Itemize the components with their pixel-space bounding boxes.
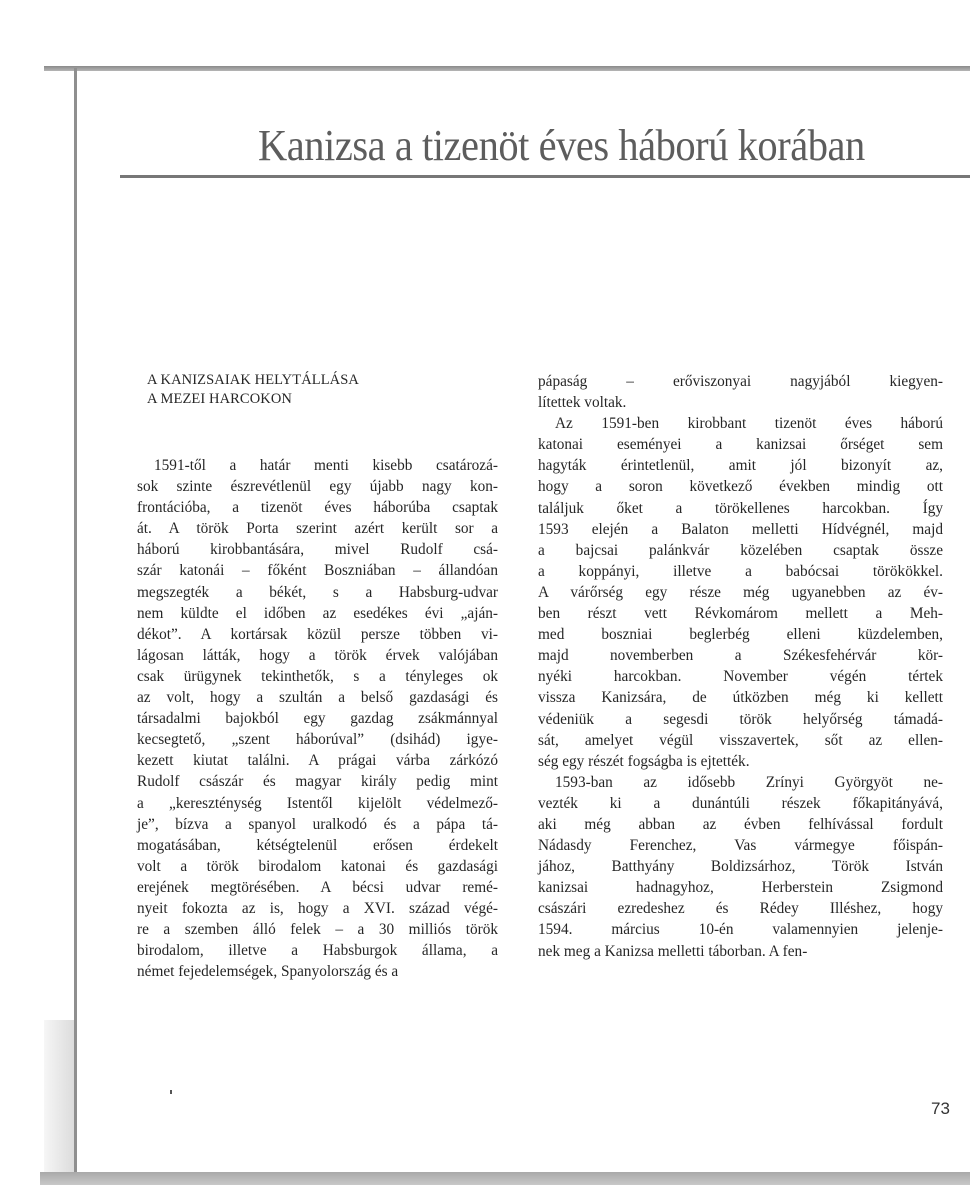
- text-line: re a szemben álló felek – a 30 milliós török: [137, 921, 498, 939]
- text-line: hagyták érintetlenül, amit jól bizonyít az,: [538, 457, 943, 475]
- section-heading-line: A KANIZSAIAK HELYTÁLLÁSA: [147, 372, 359, 388]
- text-line: vezték ki a dunántúli részek főkapitányává,: [538, 794, 943, 812]
- text-line: katonai eseményei a kanizsai őrséget sem: [538, 436, 943, 454]
- text-line: ben részt vett Révkomárom mellett a Meh-: [538, 605, 943, 623]
- text-line: lítettek voltak.: [538, 394, 627, 412]
- left-column: [137, 371, 498, 982]
- text-line: kecsegtető, „szent háborúval” (dsihád) igye-: [137, 731, 498, 749]
- page-number: 73: [931, 1099, 950, 1118]
- scan-speck: [170, 1090, 172, 1094]
- text-line: erejének megtörésében. A bécsi udvar remé-: [137, 878, 498, 896]
- text-line: dékot”. A kortársak közül persze többen vi-: [137, 625, 498, 643]
- text-line: sát, amelyet végül visszavertek, sőt az ellen-: [538, 731, 943, 749]
- text-line: nyéki harcokban. November végén tértek: [538, 668, 943, 686]
- section-heading: [147, 371, 498, 409]
- text-line: frontációba, a tizenöt éves háborúba csaptak: [137, 499, 498, 517]
- text-line: Rudolf császár és magyar király pedig mint: [137, 773, 498, 791]
- text-line: je”, bízva a spanyol uralkodó és a pápa tá-: [137, 815, 498, 833]
- page-top-rule: [44, 66, 970, 71]
- section-heading-line: A MEZEI HARCOKON: [147, 391, 292, 407]
- chapter-title: Kanizsa a tizenöt éves háború korában: [258, 121, 865, 170]
- text-line: háború kirobbantására, mivel Rudolf csá-: [137, 541, 498, 559]
- text-line: sok szinte észrevétlenül egy újabb nagy kon-: [137, 478, 498, 496]
- text-line: német fejedelemségek, Spanyolország és a: [137, 963, 399, 981]
- text-line: 1594. március 10-én valamennyien jelenje-: [538, 921, 943, 939]
- text-line: szár katonái – főként Boszniában – állandóan: [137, 562, 498, 580]
- page-left-rule: [74, 68, 77, 1178]
- text-line: Nádasdy Ferenchez, Vas vármegye főispán-: [538, 837, 943, 855]
- text-line: a bajcsai palánkvár közelében csaptak össze: [538, 541, 943, 559]
- text-line: hogy a soron következő években mindig ott: [538, 478, 943, 496]
- text-line: nyeit fokozta az is, hogy a XVI. század végé-: [137, 899, 498, 917]
- text-line: a „kereszténység Istentől kijelölt védelmező-: [137, 794, 498, 812]
- text-line: kanizsai hadnagyhoz, Herberstein Zsigmond: [538, 879, 943, 897]
- right-column-body: [538, 371, 943, 962]
- text-line: ség egy részét fogságba is ejtették.: [538, 752, 750, 770]
- text-line: társadalmi bajokból egy gazdag zsákmánnyal: [137, 710, 498, 728]
- text-line: volt a török birodalom katonai és gazdasági: [137, 857, 498, 875]
- text-line: védeniük a segesdi török helyőrség támadá-: [538, 710, 943, 728]
- text-line: 1591-től a határ menti kisebb csatározá-: [154, 457, 498, 474]
- text-line: lágosan látták, hogy a török érvek valójában: [137, 646, 498, 664]
- text-line: át. A török Porta szerint azért került sor a: [137, 520, 498, 538]
- text-line: Az 1591-ben kirobbant tizenöt éves háború: [555, 415, 943, 433]
- text-line: pápaság – erőviszonyai nagyjából kiegyen-: [538, 373, 943, 390]
- text-line: 1593-ban az idősebb Zrínyi Györgyöt ne-: [555, 773, 943, 791]
- text-line: mogatásában, kétségtelenül erősen érdekelt: [137, 836, 498, 854]
- text-line: császári ezredeshez és Rédey Illéshez, hogy: [538, 900, 943, 918]
- text-line: majd novemberben a Székesfehérvár kör-: [538, 647, 943, 665]
- text-line: vissza Kanizsára, de útközben még ki kellett: [538, 689, 943, 707]
- text-line: a koppányi, illetve a babócsai törökökkel.: [538, 562, 943, 580]
- text-line: aki még abban az évben felhívással fordult: [538, 815, 943, 833]
- text-line: az volt, hogy a szultán a belső gazdasági és: [137, 689, 498, 707]
- text-line: nek meg a Kanizsa melletti táborban. A fen-: [538, 942, 808, 960]
- text-line: med boszniai beglerbég elleni küzdelemben,: [538, 626, 943, 644]
- page-binding-shadow: [44, 1020, 74, 1185]
- right-column: [538, 371, 943, 962]
- text-line: nem küldte el időben az esedékes évi „aján-: [137, 604, 498, 622]
- text-line: birodalom, illetve a Habsburgok állama, a: [137, 942, 498, 960]
- title-underline: [120, 175, 970, 178]
- text-line: megszegték a békét, s a Habsburg-udvar: [137, 583, 498, 601]
- text-line: csak ürügynek tekinthetők, s a tényleges ok: [137, 667, 498, 685]
- text-line: A várőrség egy része még ugyanebben az év-: [538, 583, 943, 601]
- page-bottom-edge: [40, 1172, 970, 1185]
- text-line: kezett kiutat találni. A prágai várba zárkózó: [137, 752, 498, 770]
- text-line: találjuk őket a törökellenes harcokban. Így: [538, 499, 943, 517]
- left-column-body: [137, 455, 498, 982]
- text-line: 1593 elején a Balaton melletti Hídvégnél, majd: [538, 520, 943, 538]
- text-line: jához, Batthyány Boldizsárhoz, Török István: [538, 858, 943, 876]
